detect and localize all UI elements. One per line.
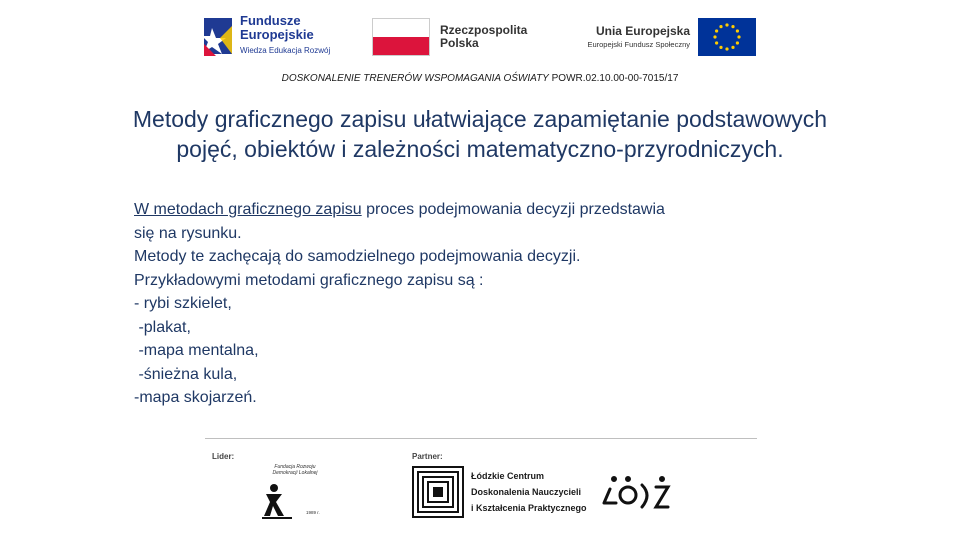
fundusze-line1: Fundusze	[240, 13, 301, 28]
fundusze-title	[240, 14, 314, 42]
lodz-logo-icon	[600, 473, 672, 513]
list-item-mapa-mentalna: -mapa mentalna,	[134, 342, 259, 359]
slide-body	[134, 198, 774, 410]
list-item-mapa-skojarzen: -mapa skojarzeń.	[134, 389, 257, 406]
list-item-rybi-szkielet: - rybi szkielet,	[134, 295, 232, 312]
ldn-line1: Łódzkie Centrum	[471, 471, 545, 481]
rzeczpospolita-text	[440, 24, 527, 50]
eu-flag-icon	[698, 18, 756, 56]
ldn-line3: i Kształcenia Praktycznego	[471, 503, 587, 513]
ue-subtitle: Europejski Fundusz Społeczny	[587, 40, 690, 49]
project-code: POWR.02.10.00-00-7015/17	[551, 73, 679, 84]
rp-line2: Polska	[440, 36, 479, 50]
slide-title	[60, 104, 900, 164]
body-line-3: Metody te zachęcają do samodzielnego podejmowania decyzji.	[134, 248, 581, 265]
title-line-1: Metody graficznego zapisu ułatwiające zapamiętanie podstawowych	[132, 106, 828, 132]
fundusze-star-icon	[202, 14, 234, 58]
body-line-2: się na rysunku.	[134, 224, 242, 242]
unia-europejska-logo	[570, 18, 760, 58]
underlined-phrase: W metodach graficznego zapisu	[134, 201, 362, 218]
fundusze-subtitle: Wiedza Edukacja Rozwój	[240, 46, 331, 55]
rp-line1: Rzeczpospolita	[440, 23, 528, 37]
ldn-line2: Doskonalenia Nauczycieli	[471, 487, 582, 497]
header-logos	[200, 12, 760, 62]
body-line-1-rest: proces podejmowania decyzji przedstawia	[361, 201, 665, 218]
lider-year: 1989 r.	[306, 510, 320, 515]
lider-label: Lider:	[212, 452, 235, 461]
ldn-square-icon	[412, 466, 464, 518]
polish-flag-icon	[372, 18, 430, 56]
project-name: DOSKONALENIE TRENERÓW WSPOMAGANIA OŚWIATY	[281, 73, 549, 84]
project-line	[0, 73, 960, 84]
fundusze-europejskie-logo	[200, 12, 350, 60]
footer-divider	[205, 438, 757, 439]
ldn-text	[471, 468, 587, 516]
list-item-sniezna-kula: -śnieżna kula,	[134, 365, 238, 383]
partner-label: Partner:	[412, 452, 443, 461]
rzeczpospolita-logo	[372, 18, 542, 58]
frdl-logo	[262, 464, 328, 522]
lider-caption: Fundacja Rozwoju Demokracji Lokalnej	[272, 464, 318, 476]
frdl-figure-icon	[262, 482, 292, 520]
title-line-2: pojęć, obiektów i zależności matematyczno-przyrodniczych.	[176, 136, 784, 162]
fundusze-line2: Europejskie	[240, 27, 314, 42]
ldn-logo	[412, 466, 587, 520]
body-line-1	[134, 198, 774, 222]
ue-title: Unia Europejska	[595, 24, 690, 38]
list-item-plakat: -plakat,	[134, 318, 191, 336]
body-line-4: Przykładowymi metodami graficznego zapisu są :	[134, 271, 484, 289]
